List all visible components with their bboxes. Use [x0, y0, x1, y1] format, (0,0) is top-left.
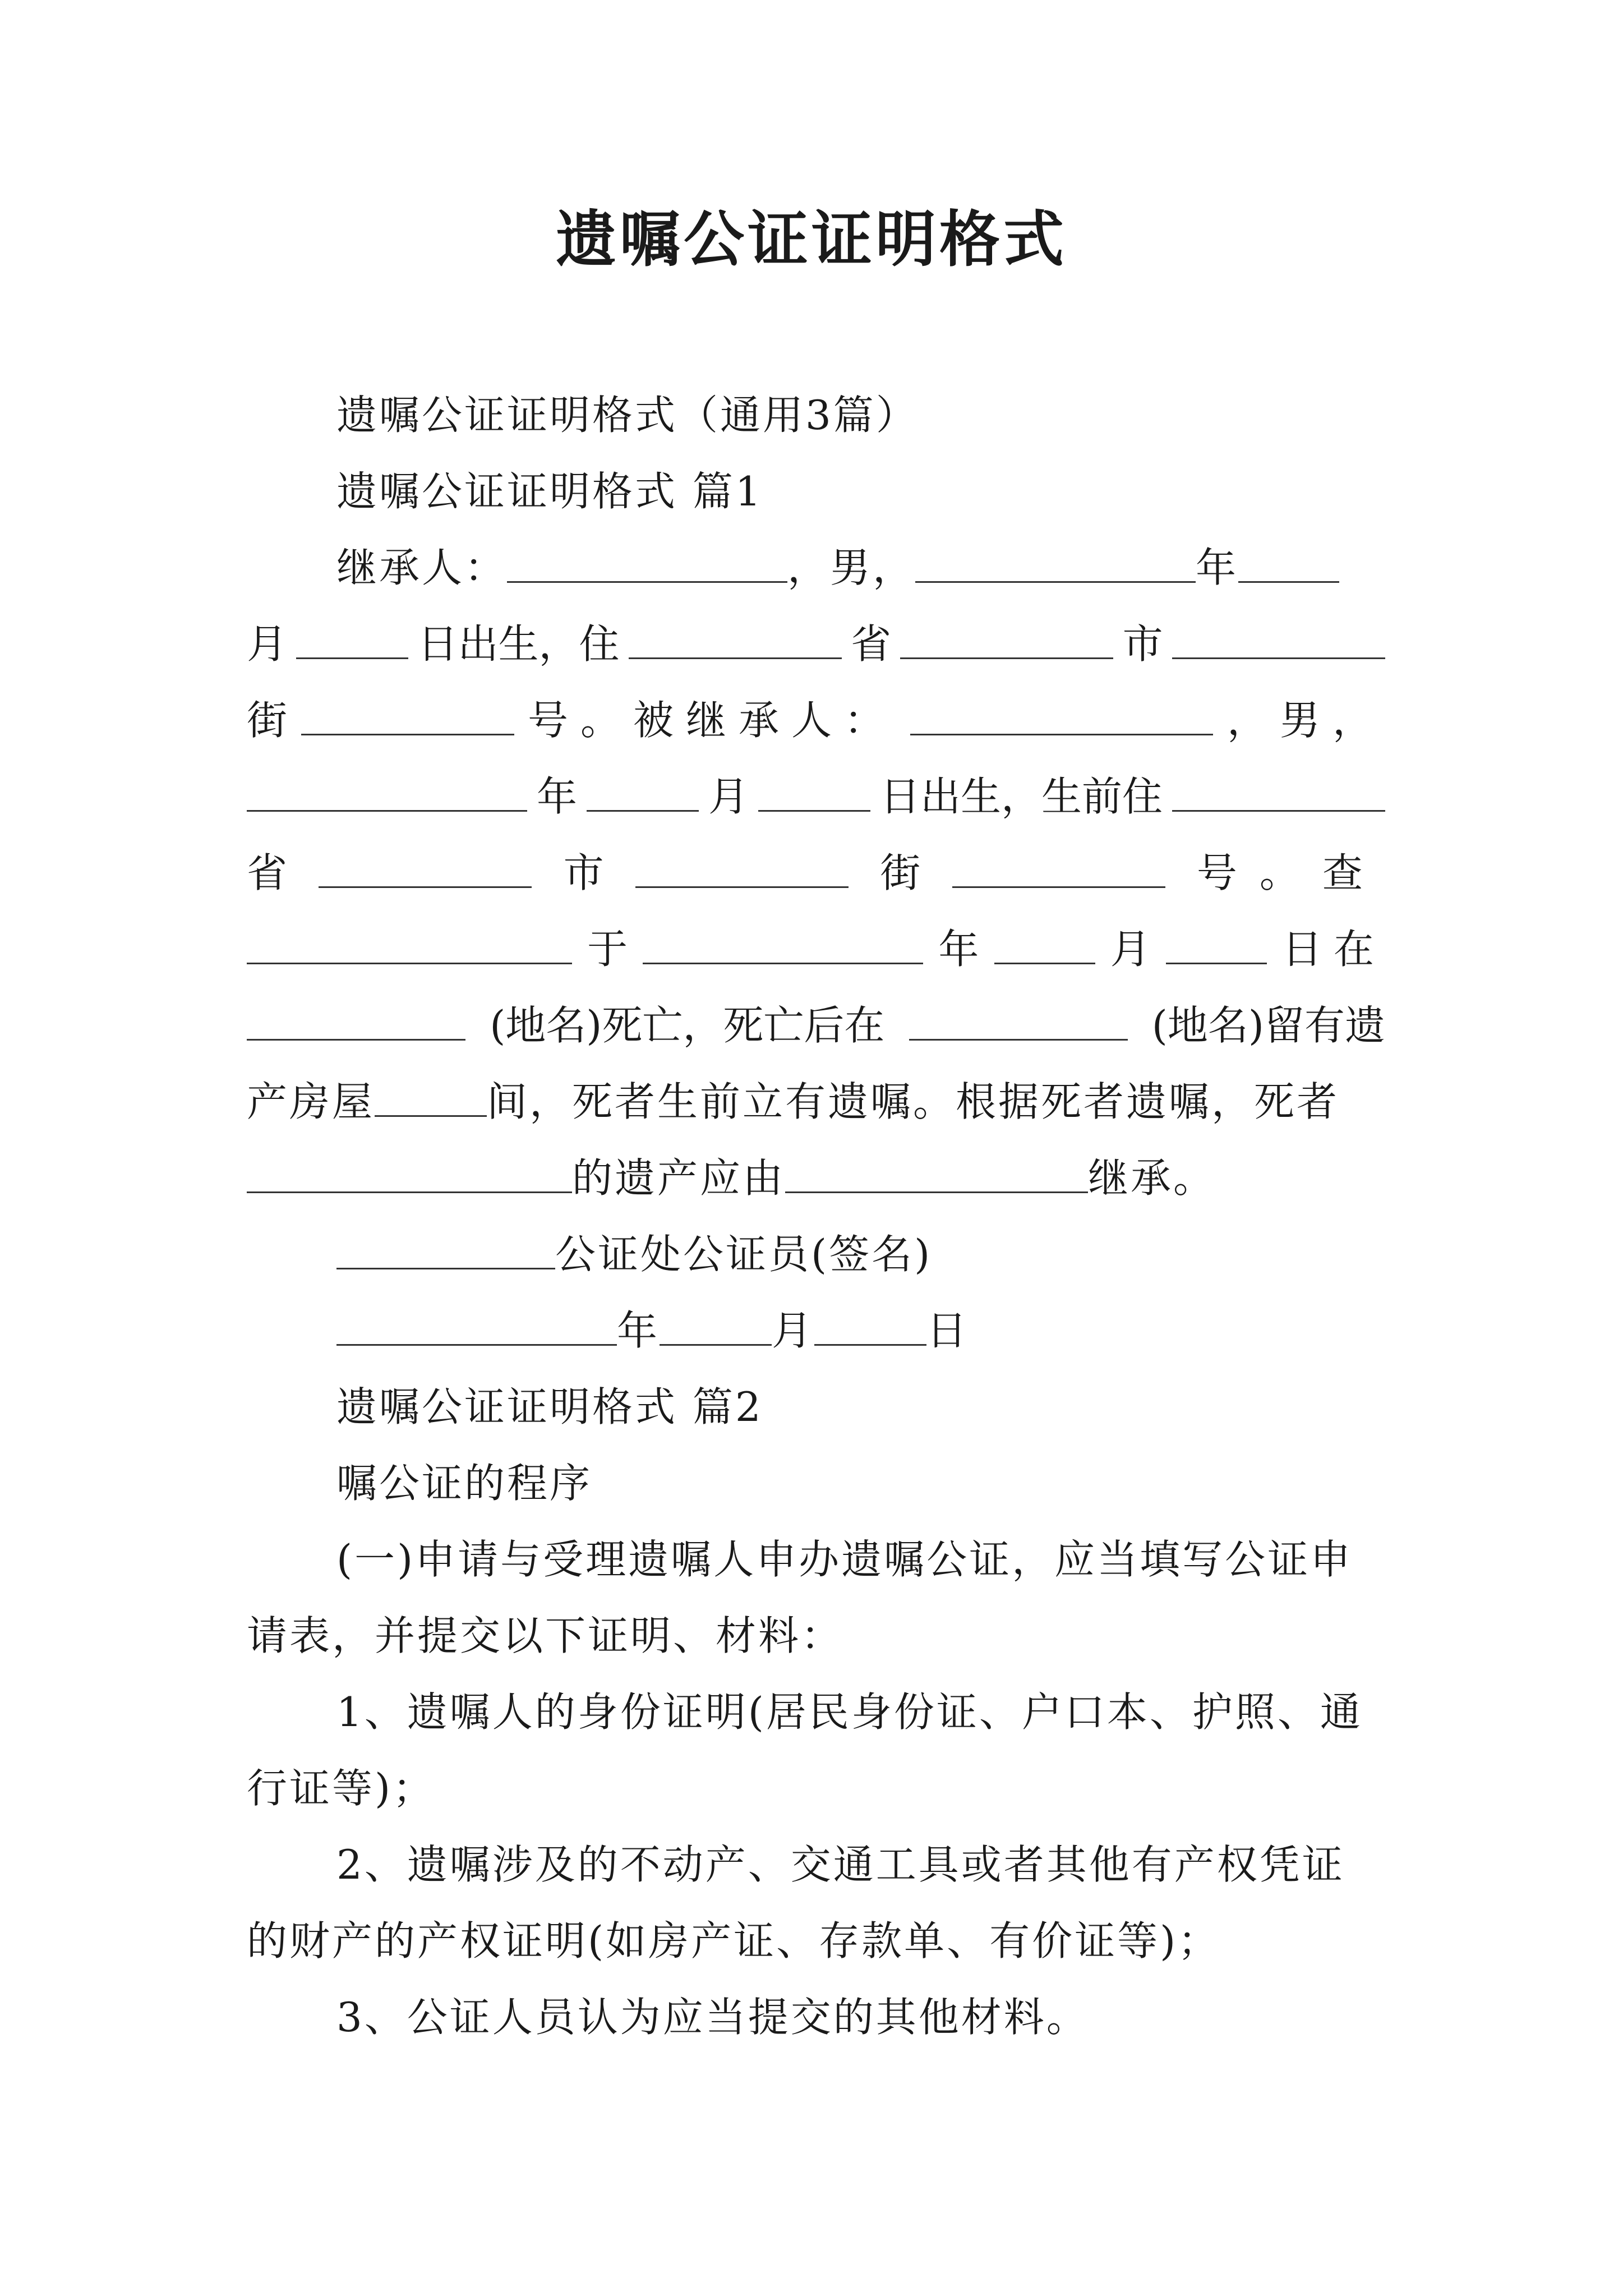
- blank-field: [758, 769, 870, 812]
- para1-line7: [247, 997, 1385, 1053]
- text: 省: [851, 620, 892, 668]
- text: 年: [617, 1307, 660, 1354]
- blank-field: [375, 1074, 487, 1117]
- date-line: [336, 1303, 1385, 1359]
- blank-field: [785, 1150, 1088, 1193]
- section-heading-1: 遗嘱公证证明格式 篇1: [336, 468, 763, 515]
- blank-field: [247, 769, 527, 812]
- text: 日出生，生前住: [879, 773, 1163, 820]
- text: 日出生，住: [417, 620, 620, 668]
- section-heading-2: 遗嘱公证证明格式 篇2: [336, 1383, 763, 1430]
- text: 月: [708, 773, 749, 820]
- text: 省: [247, 849, 288, 896]
- para1-line6: [247, 921, 1385, 977]
- blank-field: [587, 769, 699, 812]
- text: 继承人：: [336, 544, 508, 591]
- text: 日在: [1281, 926, 1385, 973]
- signature-line: [336, 1226, 1385, 1282]
- text: 继承。: [1088, 1154, 1216, 1202]
- text: 号。被继承人：: [527, 697, 897, 744]
- document-title: 遗嘱公证证明格式: [555, 204, 1067, 275]
- blank-field: [994, 921, 1095, 964]
- text: 月: [772, 1307, 815, 1354]
- paragraph-line: 请表，并提交以下证明、材料：: [247, 1612, 844, 1659]
- paragraph-line: (一)申请与受理遗嘱人申办遗嘱公证，应当填写公证申: [336, 1536, 1353, 1583]
- blank-field: [336, 1226, 555, 1269]
- paragraph-line: 3、公证人员认为应当提交的其他材料。: [336, 1994, 1089, 2041]
- blank-field: [1238, 540, 1339, 583]
- text: ，男，: [787, 544, 916, 591]
- blank-field: [909, 997, 1128, 1041]
- blank-field: [296, 616, 408, 659]
- subtitle-line: 遗嘱公证证明格式（通用3篇）: [336, 392, 919, 439]
- text: 的遗产应由: [572, 1154, 786, 1202]
- text: 月: [1110, 926, 1151, 973]
- para1-line8: [247, 1074, 1385, 1130]
- blank-field: [507, 540, 787, 583]
- text: 于: [587, 926, 628, 973]
- para1-line9: [247, 1150, 1385, 1206]
- text: 市: [563, 849, 604, 896]
- text: 街: [880, 849, 921, 896]
- blank-field: [952, 845, 1165, 888]
- text: (地名)死亡，死亡后在: [490, 1002, 885, 1049]
- blank-field: [900, 616, 1113, 659]
- paragraph-line: 嘱公证的程序: [336, 1460, 593, 1507]
- blank-field: [247, 921, 572, 964]
- paragraph-line: 1、遗嘱人的身份证明(居民身份证、户口本、护照、通: [336, 1688, 1363, 1736]
- para1-line2: [247, 616, 1385, 672]
- para1-line4: [247, 769, 1385, 825]
- text: 公证处公证员(签名): [555, 1231, 933, 1278]
- para1-line5: [247, 845, 1385, 901]
- text: ，男，: [1227, 697, 1385, 744]
- paragraph-line: 的财产的产权证明(如房产证、存款单、有价证等)；: [247, 1917, 1221, 1964]
- para1-line3: [247, 692, 1385, 748]
- blank-field: [635, 845, 849, 888]
- text: 产房屋: [247, 1078, 375, 1125]
- blank-field: [336, 1303, 617, 1346]
- blank-field: [301, 692, 514, 735]
- blank-field: [643, 921, 923, 964]
- text: 日: [926, 1307, 970, 1354]
- text: 市: [1122, 620, 1163, 668]
- blank-field: [247, 1150, 572, 1193]
- text: (地名)留有遗: [1151, 1002, 1385, 1049]
- blank-field: [629, 616, 842, 659]
- text: 号。查: [1196, 849, 1385, 896]
- blank-field: [660, 1303, 772, 1346]
- text: 间，死者生前立有遗嘱。根据死者遗嘱，死者: [487, 1078, 1340, 1125]
- text: 年: [1196, 544, 1239, 591]
- blank-field: [1172, 616, 1385, 659]
- text: 月: [247, 620, 288, 668]
- text: 年: [938, 926, 979, 973]
- blank-field: [814, 1303, 926, 1346]
- blank-field: [247, 997, 465, 1041]
- text: 年: [536, 773, 577, 820]
- blank-field: [910, 692, 1213, 735]
- text: 街: [247, 697, 288, 744]
- paragraph-line: 行证等)；: [247, 1765, 436, 1812]
- paragraph-line: 2、遗嘱涉及的不动产、交通工具或者其他有产权凭证: [336, 1841, 1345, 1888]
- blank-field: [1172, 769, 1385, 812]
- blank-field: [319, 845, 532, 888]
- para1-line1: [336, 540, 1385, 596]
- blank-field: [1166, 921, 1267, 964]
- blank-field: [915, 540, 1196, 583]
